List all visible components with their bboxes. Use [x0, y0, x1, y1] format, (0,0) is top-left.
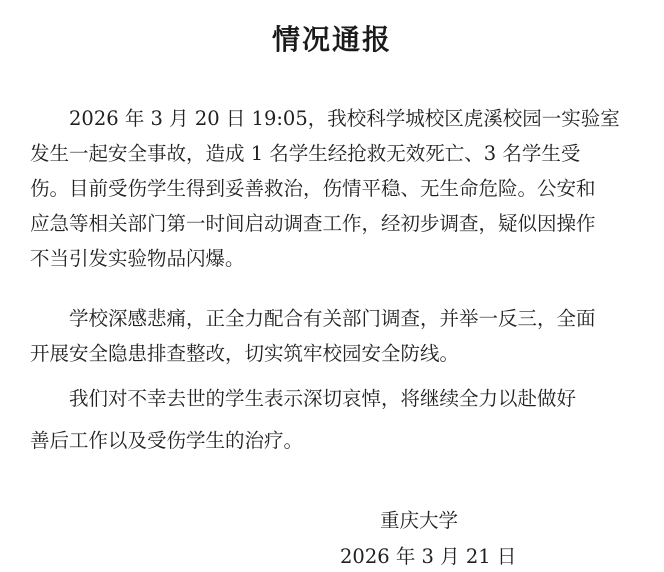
paragraph-3-line-1: 我们对不幸去世的学生表示深切哀悼，将继续全力以赴做好 — [30, 387, 577, 410]
paragraph-3-line-2: 善后工作以及受伤学生的治疗。 — [30, 429, 304, 452]
paragraph-1-line-4: 应急等相关部门第一时间启动调查工作，经初步调查，疑似因操作 — [30, 212, 596, 235]
paragraph-1-line-2: 发生一起安全事故，造成 1 名学生经抢救无效死亡、3 名学生受 — [30, 142, 581, 165]
paragraph-1-line-3: 伤。目前受伤学生得到妥善救治，伤情平稳、无生命危险。公安和 — [30, 177, 596, 200]
paragraph-2-line-2: 开展安全隐患排查整改，切实筑牢校园安全防线。 — [30, 342, 460, 365]
paragraph-2-line-1: 学校深感悲痛，正全力配合有关部门调查，并举一反三，全面 — [30, 307, 596, 330]
signature-institution: 重庆大学 — [380, 509, 459, 532]
paragraph-1-line-5: 不当引发实验物品闪爆。 — [30, 247, 245, 270]
paragraph-1-line-1: 2026 年 3 月 20 日 19:05，我校科学城校区虎溪校园一实验室 — [30, 107, 620, 130]
notice-title: 情况通报 — [271, 23, 392, 56]
signature-date: 2026 年 3 月 21 日 — [340, 545, 517, 568]
